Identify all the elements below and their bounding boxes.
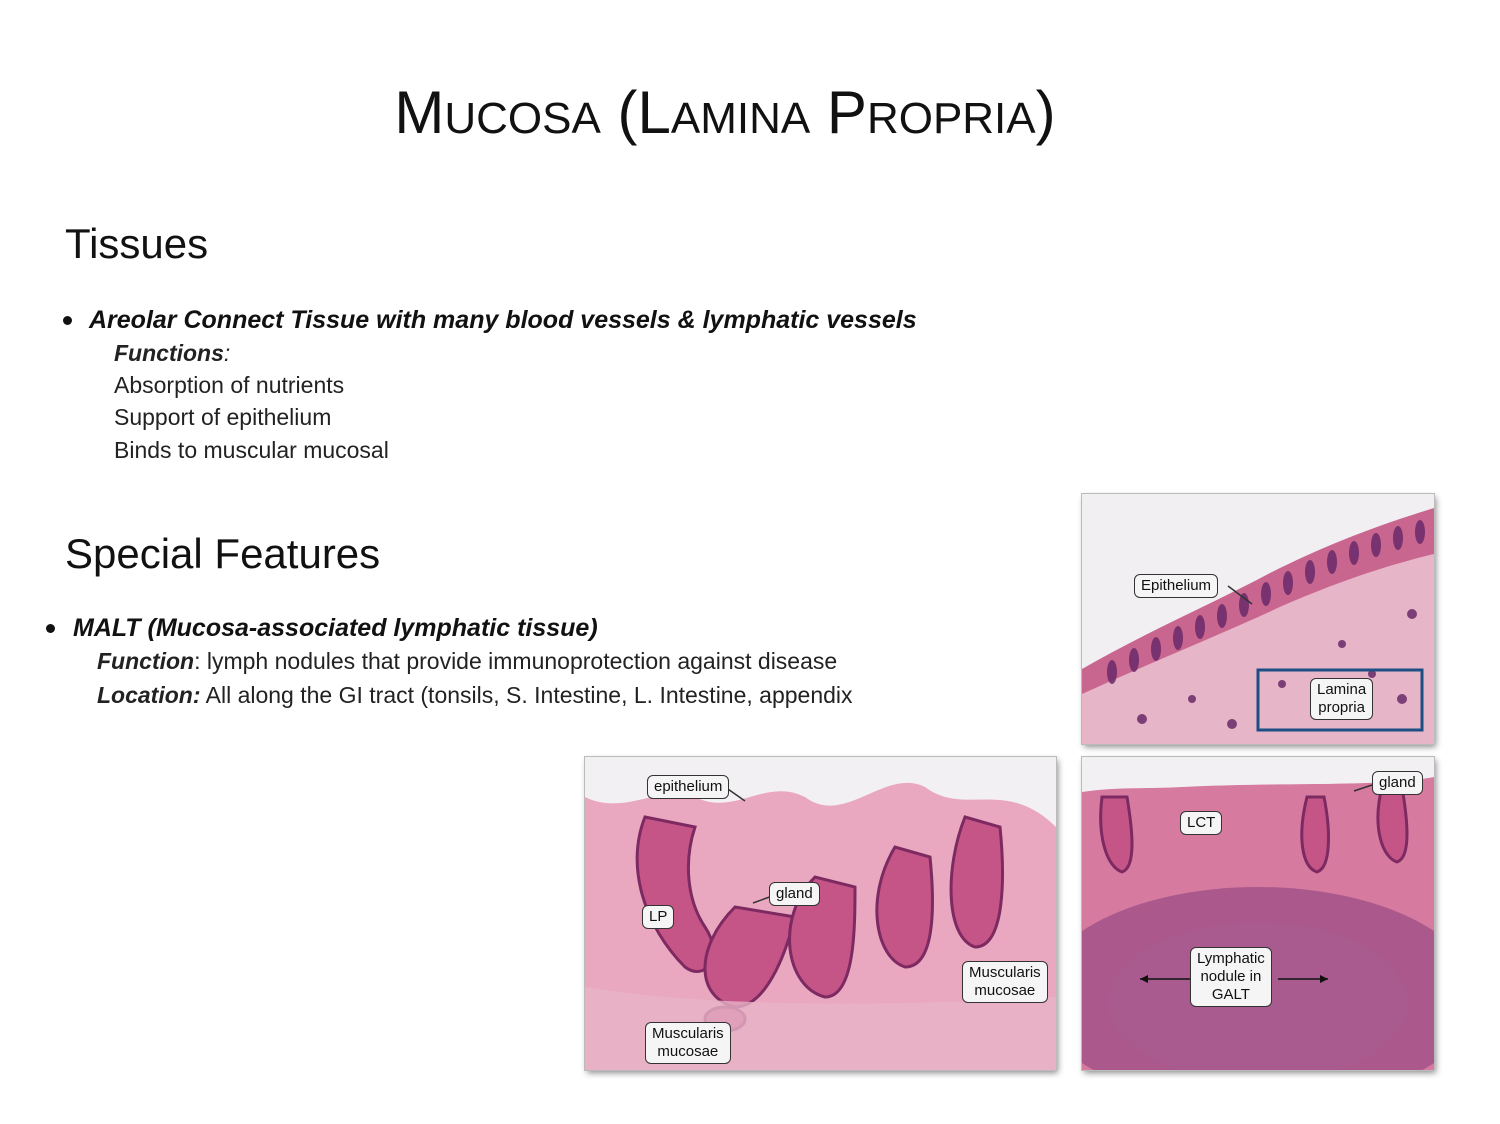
function-item: Binds to muscular mucosal bbox=[114, 437, 389, 463]
callout-gland-nodule: gland bbox=[1372, 771, 1423, 795]
function-item: Support of epithelium bbox=[114, 404, 332, 430]
special-features-heading: Special Features bbox=[65, 530, 381, 577]
callout-epithelium-lower: epithelium bbox=[647, 775, 729, 799]
callout-muscularis-left-line-2: mucosae bbox=[657, 1043, 719, 1060]
malt-location-line bbox=[97, 682, 853, 709]
title-space bbox=[810, 79, 827, 146]
micrograph-lamina-propria bbox=[1082, 494, 1434, 744]
nodule-tissue-image bbox=[1082, 757, 1434, 1070]
lamina-propria-tissue-image bbox=[1082, 494, 1434, 744]
malt-bullet-dot bbox=[46, 624, 55, 633]
callout-muscularis-right bbox=[962, 961, 1048, 1003]
callout-muscularis-right-line-1: Muscularis bbox=[969, 964, 1041, 981]
title-rest-2: AMINA bbox=[670, 94, 811, 143]
callout-gland: gland bbox=[769, 882, 820, 906]
malt-function-text: : lymph nodules that provide immunoprotection against disease bbox=[194, 648, 838, 674]
callout-lamina-propria bbox=[1310, 678, 1373, 720]
title-rest-1: UCOSA bbox=[444, 94, 601, 143]
tissues-heading: Tissues bbox=[65, 220, 209, 267]
micrograph-lymphatic-nodule bbox=[1082, 757, 1434, 1070]
callout-lamina-line-2: propria bbox=[1318, 699, 1365, 716]
callout-nodule-line-2: nodule in bbox=[1200, 968, 1262, 985]
callout-nodule-line-3: GALT bbox=[1211, 986, 1250, 1003]
title-open: ( bbox=[600, 79, 638, 146]
callout-lct: LCT bbox=[1180, 811, 1222, 835]
malt-location-label: Location: bbox=[97, 682, 201, 708]
title-cap-1: M bbox=[394, 79, 445, 146]
malt-function-label: Function bbox=[97, 648, 195, 674]
callout-lymphatic-nodule bbox=[1190, 947, 1272, 1007]
title-cap-3: P bbox=[826, 79, 867, 146]
malt-function-line bbox=[97, 648, 837, 675]
malt-bullet: MALT (Mucosa-associated lymphatic tissue) bbox=[73, 614, 598, 642]
malt-location-text: All along the GI tract (tonsils, S. Intestine, L. Intestine, appendix bbox=[200, 682, 853, 708]
callout-epithelium: Epithelium bbox=[1134, 574, 1218, 598]
title-close: ) bbox=[1035, 79, 1056, 146]
callout-nodule-line-1: Lymphatic bbox=[1197, 950, 1265, 967]
tissues-bullet-dot bbox=[63, 316, 72, 325]
functions-label-line bbox=[114, 340, 230, 367]
function-item: Absorption of nutrients bbox=[114, 372, 345, 398]
slide-title bbox=[0, 78, 1450, 147]
micrograph-glands bbox=[585, 757, 1056, 1070]
functions-colon: : bbox=[223, 340, 231, 366]
callout-muscularis-left bbox=[645, 1022, 731, 1064]
title-cap-2: L bbox=[637, 79, 671, 146]
callout-muscularis-left-line-1: Muscularis bbox=[652, 1025, 724, 1042]
callout-lp: LP bbox=[642, 905, 674, 929]
callout-lamina-line-1: Lamina bbox=[1317, 681, 1367, 698]
title-rest-3: ROPRIA bbox=[866, 94, 1036, 143]
tissues-bullet: Areolar Connect Tissue with many blood vessels & lymphatic vessels bbox=[89, 306, 917, 334]
functions-label: Functions bbox=[114, 340, 224, 366]
callout-muscularis-right-line-2: mucosae bbox=[974, 982, 1036, 999]
